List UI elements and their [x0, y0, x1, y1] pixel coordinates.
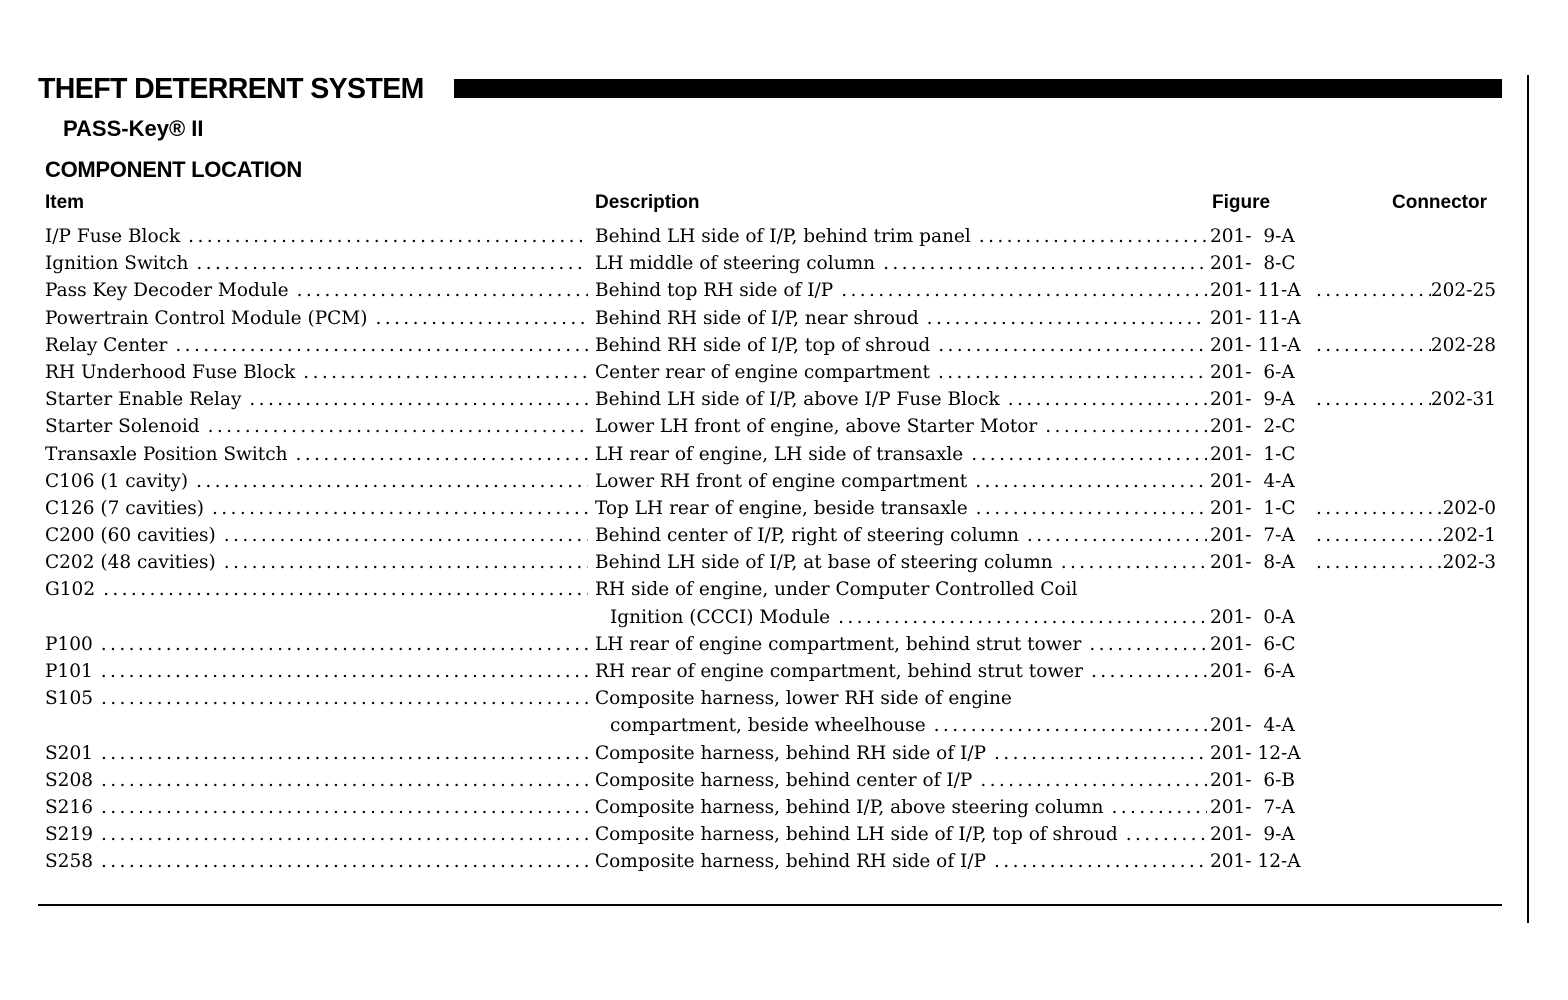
- description-cell: [595, 794, 1207, 821]
- description-text: Behind top RH side of I/P: [595, 280, 834, 302]
- item-cell: [45, 794, 588, 821]
- description-cell: [595, 223, 1207, 250]
- leader-dots: [93, 631, 588, 658]
- leader-dots: [830, 604, 1207, 631]
- item-name: Relay Center: [45, 334, 168, 356]
- table-row: [0, 685, 1568, 712]
- item-name: C126 (7 cavities): [45, 497, 204, 519]
- component-location-table: [0, 223, 1568, 876]
- leader-dots: [919, 305, 1207, 332]
- leader-dots: [1118, 821, 1207, 848]
- description-cell: [595, 549, 1207, 576]
- description-text: LH middle of steering column: [595, 253, 876, 275]
- table-row: [0, 495, 1568, 522]
- item-name: S216: [45, 796, 93, 818]
- description-cell: [595, 740, 1207, 767]
- item-name: G102: [45, 579, 96, 601]
- description-cell: [610, 604, 1207, 631]
- column-header-item: Item: [45, 192, 85, 213]
- description-text: Top LH rear of engine, beside transaxle: [595, 497, 968, 519]
- item-cell: [45, 522, 588, 549]
- connector-ref: 202-0: [1442, 497, 1496, 519]
- connector-ref: 202-3: [1442, 552, 1496, 574]
- description-text-continued: compartment, beside wheelhouse: [610, 715, 926, 737]
- item-name: I/P Fuse Block: [45, 226, 181, 247]
- page-subtitle: PASS-Key® II: [63, 116, 204, 141]
- figure-ref: 201- 9-A: [1210, 226, 1295, 247]
- table-row: [0, 794, 1568, 821]
- description-cell: [610, 712, 1207, 739]
- leader-dots: [968, 495, 1207, 522]
- table-row: [0, 740, 1568, 767]
- table-row: [0, 468, 1568, 495]
- leader-dots: [93, 685, 588, 712]
- leader-dots: [930, 332, 1207, 359]
- figure-ref: 201- 6-A: [1210, 361, 1295, 383]
- table-row: [0, 359, 1568, 386]
- item-cell: [45, 332, 588, 359]
- leader-dots: [833, 277, 1207, 304]
- description-text: Behind RH side of I/P, top of shroud: [595, 334, 931, 356]
- leader-dots: [930, 359, 1207, 386]
- leader-dots: [93, 821, 588, 848]
- item-cell: [45, 848, 588, 875]
- page-title: THEFT DETERRENT SYSTEM: [38, 73, 424, 105]
- item-cell: [45, 441, 588, 468]
- figure-ref: 201- 2-C: [1210, 416, 1296, 438]
- description-cell: [595, 250, 1207, 277]
- figure-ref: 201- 11-A: [1210, 307, 1301, 329]
- item-name: S105: [45, 688, 93, 710]
- leader-dots: [93, 794, 588, 821]
- description-text: LH rear of engine compartment, behind strut tower: [595, 633, 1082, 655]
- leader-dots: [875, 250, 1207, 277]
- description-text: Behind LH side of I/P, above I/P Fuse Block: [595, 389, 1000, 411]
- column-header-description: Description: [595, 192, 700, 213]
- description-cell: [595, 685, 1207, 712]
- leader-dots: [93, 658, 588, 685]
- description-text: Composite harness, lower RH side of engine: [595, 688, 1012, 710]
- leader-dots: [241, 386, 588, 413]
- item-name: Pass Key Decoder Module: [45, 280, 289, 302]
- description-text: Behind LH side of I/P, behind trim panel: [595, 226, 971, 247]
- leader-dots: [972, 767, 1207, 794]
- description-text: Composite harness, behind RH side of I/P: [595, 851, 987, 873]
- item-name: S258: [45, 851, 93, 873]
- table-row: [0, 631, 1568, 658]
- figure-ref: 201- 1-C: [1210, 497, 1296, 519]
- item-name: C106 (1 cavity): [45, 470, 189, 492]
- description-text: Lower RH front of engine compartment: [595, 470, 968, 492]
- item-cell: [45, 549, 588, 576]
- item-name: Starter Solenoid: [45, 416, 200, 438]
- item-cell: [45, 740, 588, 767]
- item-cell: [45, 223, 588, 250]
- item-cell: [45, 359, 588, 386]
- leader-dots: [1103, 794, 1207, 821]
- page-header: [38, 72, 1502, 106]
- item-name: P101: [45, 661, 93, 682]
- description-cell: [595, 305, 1207, 332]
- description-text-continued: Ignition (CCCI) Module: [610, 606, 831, 628]
- table-row: [0, 386, 1568, 413]
- description-cell: [595, 821, 1207, 848]
- table-row: [0, 848, 1568, 875]
- leader-dots: [216, 549, 588, 576]
- figure-ref: 201- 12-A: [1210, 851, 1301, 873]
- figure-ref: 201- 11-A: [1210, 280, 1301, 302]
- description-cell: [595, 332, 1207, 359]
- description-text: Center rear of engine compartment: [595, 361, 930, 383]
- leader-dots: [1314, 495, 1443, 522]
- leader-dots: [204, 495, 588, 522]
- item-name: Starter Enable Relay: [45, 389, 242, 411]
- leader-dots: [1314, 522, 1443, 549]
- description-cell: [595, 631, 1207, 658]
- leader-dots: [1081, 631, 1207, 658]
- item-cell: [45, 631, 588, 658]
- leader-dots: [926, 712, 1207, 739]
- leader-dots: [95, 576, 588, 603]
- item-cell: [45, 305, 588, 332]
- table-row: [0, 305, 1568, 332]
- table-row-continuation: [0, 712, 1568, 739]
- description-text: Composite harness, behind RH side of I/P: [595, 742, 987, 764]
- item-cell: [45, 413, 588, 440]
- description-cell: [595, 495, 1207, 522]
- description-cell: [595, 576, 1207, 603]
- leader-dots: [971, 223, 1207, 250]
- column-header-figure: Figure: [1212, 192, 1271, 213]
- figure-ref: 201- 7-A: [1210, 525, 1295, 547]
- figure-ref: 201- 4-A: [1210, 470, 1295, 492]
- connector-cell: [1314, 332, 1496, 359]
- item-name: Powertrain Control Module (PCM): [45, 307, 368, 329]
- item-name: S201: [45, 742, 93, 764]
- item-cell: [45, 386, 588, 413]
- connector-ref: 202-25: [1430, 280, 1496, 302]
- connector-cell: [1314, 386, 1496, 413]
- description-text: Behind center of I/P, right of steering column: [595, 525, 1019, 547]
- leader-dots: [93, 767, 588, 794]
- item-cell: [45, 658, 588, 685]
- description-cell: [595, 441, 1207, 468]
- leader-dots: [1314, 386, 1431, 413]
- item-name: Transaxle Position Switch: [45, 443, 288, 465]
- leader-dots: [167, 332, 588, 359]
- leader-dots: [963, 441, 1207, 468]
- title-bar-rule: [454, 79, 1502, 98]
- leader-dots: [1019, 522, 1207, 549]
- leader-dots: [1083, 658, 1207, 685]
- description-cell: [595, 658, 1207, 685]
- table-row: [0, 441, 1568, 468]
- figure-ref: 201- 9-A: [1210, 389, 1295, 411]
- item-name: Ignition Switch: [45, 253, 189, 275]
- figure-ref: 201- 7-A: [1210, 796, 1295, 818]
- leader-dots: [93, 848, 588, 875]
- section-heading: COMPONENT LOCATION: [45, 157, 302, 182]
- connector-ref: 202-31: [1430, 389, 1496, 411]
- connector-cell: [1314, 277, 1496, 304]
- table-row: [0, 658, 1568, 685]
- item-name: S219: [45, 824, 93, 846]
- leader-dots: [1053, 549, 1207, 576]
- description-text: RH side of engine, under Computer Controlled Coil: [595, 579, 1078, 601]
- leader-dots: [295, 359, 588, 386]
- description-text: Composite harness, behind I/P, above steering column: [595, 796, 1104, 818]
- description-cell: [595, 468, 1207, 495]
- description-text: Composite harness, behind LH side of I/P, top of shroud: [595, 824, 1118, 846]
- leader-dots: [216, 522, 588, 549]
- item-cell: [45, 576, 588, 603]
- item-name: S208: [45, 769, 93, 791]
- description-cell: [595, 767, 1207, 794]
- leader-dots: [188, 468, 588, 495]
- figure-ref: 201- 6-B: [1210, 769, 1295, 791]
- leader-dots: [93, 740, 588, 767]
- leader-dots: [367, 305, 588, 332]
- table-row: [0, 549, 1568, 576]
- column-header-connector: Connector: [1392, 192, 1487, 213]
- description-cell: [595, 277, 1207, 304]
- table-row: [0, 277, 1568, 304]
- table-row: [0, 413, 1568, 440]
- item-name: C200 (60 cavities): [45, 525, 216, 547]
- figure-ref: 201- 8-C: [1210, 253, 1296, 275]
- connector-ref: 202-1: [1442, 525, 1496, 547]
- item-cell: [45, 277, 588, 304]
- leader-dots: [188, 250, 588, 277]
- connector-cell: [1314, 522, 1496, 549]
- item-name: P100: [45, 633, 93, 655]
- figure-ref: 201- 11-A: [1210, 334, 1301, 356]
- item-cell: [45, 468, 588, 495]
- figure-ref: 201- 6-C: [1210, 633, 1296, 655]
- figure-ref: 201- 9-A: [1210, 824, 1295, 846]
- connector-cell: [1314, 495, 1496, 522]
- table-row-continuation: [0, 604, 1568, 631]
- figure-ref: 201- 0-A: [1210, 606, 1295, 628]
- item-cell: [45, 250, 588, 277]
- leader-dots: [200, 413, 588, 440]
- item-cell: [45, 821, 588, 848]
- item-cell: [45, 767, 588, 794]
- table-row: [0, 223, 1568, 250]
- table-row: [0, 522, 1568, 549]
- leader-dots: [1000, 386, 1207, 413]
- description-cell: [595, 522, 1207, 549]
- leader-dots: [1037, 413, 1207, 440]
- leader-dots: [986, 740, 1207, 767]
- figure-ref: 201- 8-A: [1210, 552, 1295, 574]
- leader-dots: [289, 277, 588, 304]
- description-text: Composite harness, behind center of I/P: [595, 769, 973, 791]
- item-cell: [45, 685, 588, 712]
- table-row: [0, 250, 1568, 277]
- connector-ref: 202-28: [1430, 334, 1496, 356]
- table-row: [0, 332, 1568, 359]
- item-name: C202 (48 cavities): [45, 552, 216, 574]
- description-text: RH rear of engine compartment, behind strut tower: [595, 661, 1083, 682]
- leader-dots: [967, 468, 1207, 495]
- item-cell: [45, 495, 588, 522]
- table-row: [0, 767, 1568, 794]
- connector-cell: [1314, 549, 1496, 576]
- leader-dots: [1314, 332, 1431, 359]
- description-cell: [595, 359, 1207, 386]
- leader-dots: [288, 441, 589, 468]
- bottom-rule: [38, 904, 1502, 906]
- figure-ref: 201- 1-C: [1210, 443, 1296, 465]
- leader-dots: [180, 223, 588, 250]
- description-text: LH rear of engine, LH side of transaxle: [595, 443, 964, 465]
- description-text: Lower LH front of engine, above Starter Motor: [595, 416, 1038, 438]
- figure-ref: 201- 4-A: [1210, 715, 1295, 737]
- description-text: Behind LH side of I/P, at base of steering column: [595, 552, 1053, 574]
- description-cell: [595, 413, 1207, 440]
- description-cell: [595, 386, 1207, 413]
- description-text: Behind RH side of I/P, near shroud: [595, 307, 919, 329]
- figure-ref: 201- 6-A: [1210, 661, 1295, 682]
- leader-dots: [986, 848, 1207, 875]
- table-row: [0, 821, 1568, 848]
- item-name: RH Underhood Fuse Block: [45, 361, 296, 383]
- table-row: [0, 576, 1568, 603]
- leader-dots: [1314, 277, 1431, 304]
- figure-ref: 201- 12-A: [1210, 742, 1301, 764]
- leader-dots: [1314, 549, 1443, 576]
- description-cell: [595, 848, 1207, 875]
